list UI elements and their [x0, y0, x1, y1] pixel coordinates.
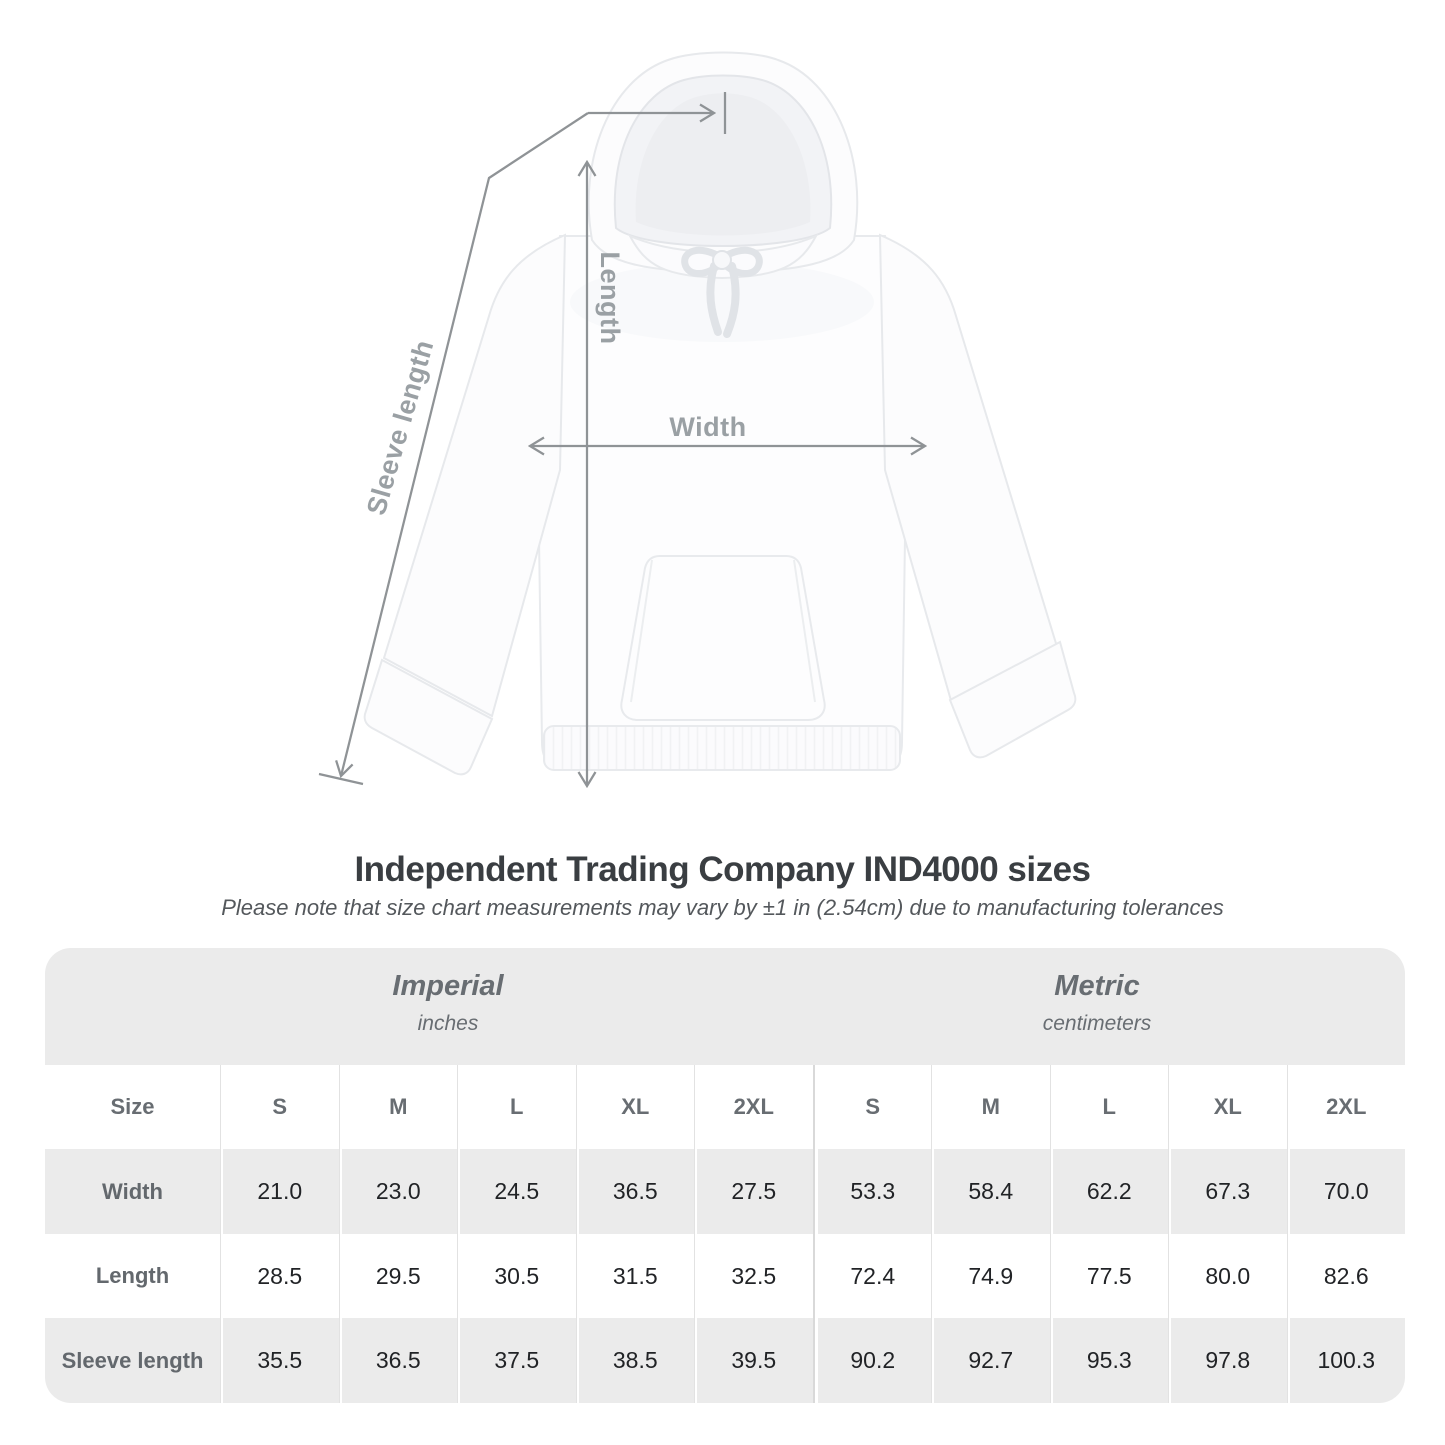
table-cell: 70.0 [1287, 1149, 1406, 1234]
table-cell: 21.0 [220, 1149, 339, 1234]
length-label: Length [594, 251, 625, 345]
table-cell: 29.5 [339, 1234, 458, 1318]
imperial-header [392, 970, 503, 1036]
table-cell: 39.5 [694, 1318, 813, 1403]
row-label: Length [45, 1234, 220, 1318]
table-cell: 74.9 [931, 1234, 1050, 1318]
table-cell: 58.4 [931, 1149, 1050, 1234]
table-cell: 36.5 [339, 1318, 458, 1403]
table-cell: 95.3 [1050, 1318, 1169, 1403]
size-col-header: XL [576, 1065, 695, 1149]
table-cell: 80.0 [1168, 1234, 1287, 1318]
imperial-unit: inches [417, 1012, 479, 1035]
table-cell: 35.5 [220, 1318, 339, 1403]
hoodie-hem-band [544, 726, 900, 770]
hoodie-left-sleeve [384, 235, 565, 716]
table-cell: 38.5 [576, 1318, 695, 1403]
table-cell: 24.5 [457, 1149, 576, 1234]
table-cell: 30.5 [457, 1234, 576, 1318]
table-cell: 62.2 [1050, 1149, 1169, 1234]
size-col-header: 2XL [1287, 1065, 1406, 1149]
table-cell: 27.5 [694, 1149, 813, 1234]
size-col-header: L [457, 1065, 576, 1149]
table-cell: 92.7 [931, 1318, 1050, 1403]
size-col-header: M [931, 1065, 1050, 1149]
sleeve-length-label: Sleeve length [360, 336, 440, 519]
hoodie-pocket [621, 556, 824, 720]
width-label: Width [669, 412, 747, 442]
table-cell: 100.3 [1287, 1318, 1406, 1403]
size-col-header: L [1050, 1065, 1169, 1149]
tolerance-note: Please note that size chart measurements may vary by ±1 in (2.54cm) due to manufacturing tolerances [221, 895, 1224, 920]
table-cell: 97.8 [1168, 1318, 1287, 1403]
size-table [45, 948, 1405, 1403]
table-cell: 23.0 [339, 1149, 458, 1234]
size-col-header: M [339, 1065, 458, 1149]
table-cell: 36.5 [576, 1149, 695, 1234]
table-cell: 82.6 [1287, 1234, 1406, 1318]
table-cell: 31.5 [576, 1234, 695, 1318]
row-label: Width [45, 1149, 220, 1234]
size-col-header: S [813, 1065, 932, 1149]
page-title: Independent Trading Company IND4000 sizes [354, 850, 1091, 889]
row-label: Sleeve length [45, 1318, 220, 1403]
table-cell: 32.5 [694, 1234, 813, 1318]
table-cell: 90.2 [813, 1318, 932, 1403]
imperial-title: Imperial [392, 970, 504, 1002]
table-cell: 53.3 [813, 1149, 932, 1234]
unit-header-band [45, 948, 1405, 1065]
size-col-header: 2XL [694, 1065, 813, 1149]
table-cell: 72.4 [813, 1234, 932, 1318]
size-col-header: XL [1168, 1065, 1287, 1149]
metric-title: Metric [1054, 970, 1140, 1002]
size-col-header: S [220, 1065, 339, 1149]
hoodie-right-sleeve [880, 235, 1058, 704]
table-cell: 37.5 [457, 1318, 576, 1403]
size-corner-header: Size [45, 1065, 220, 1149]
table-cell: 67.3 [1168, 1149, 1287, 1234]
metric-header [1043, 970, 1152, 1036]
table-cell: 28.5 [220, 1234, 339, 1318]
metric-unit: centimeters [1042, 1012, 1152, 1035]
table-cell: 77.5 [1050, 1234, 1169, 1318]
